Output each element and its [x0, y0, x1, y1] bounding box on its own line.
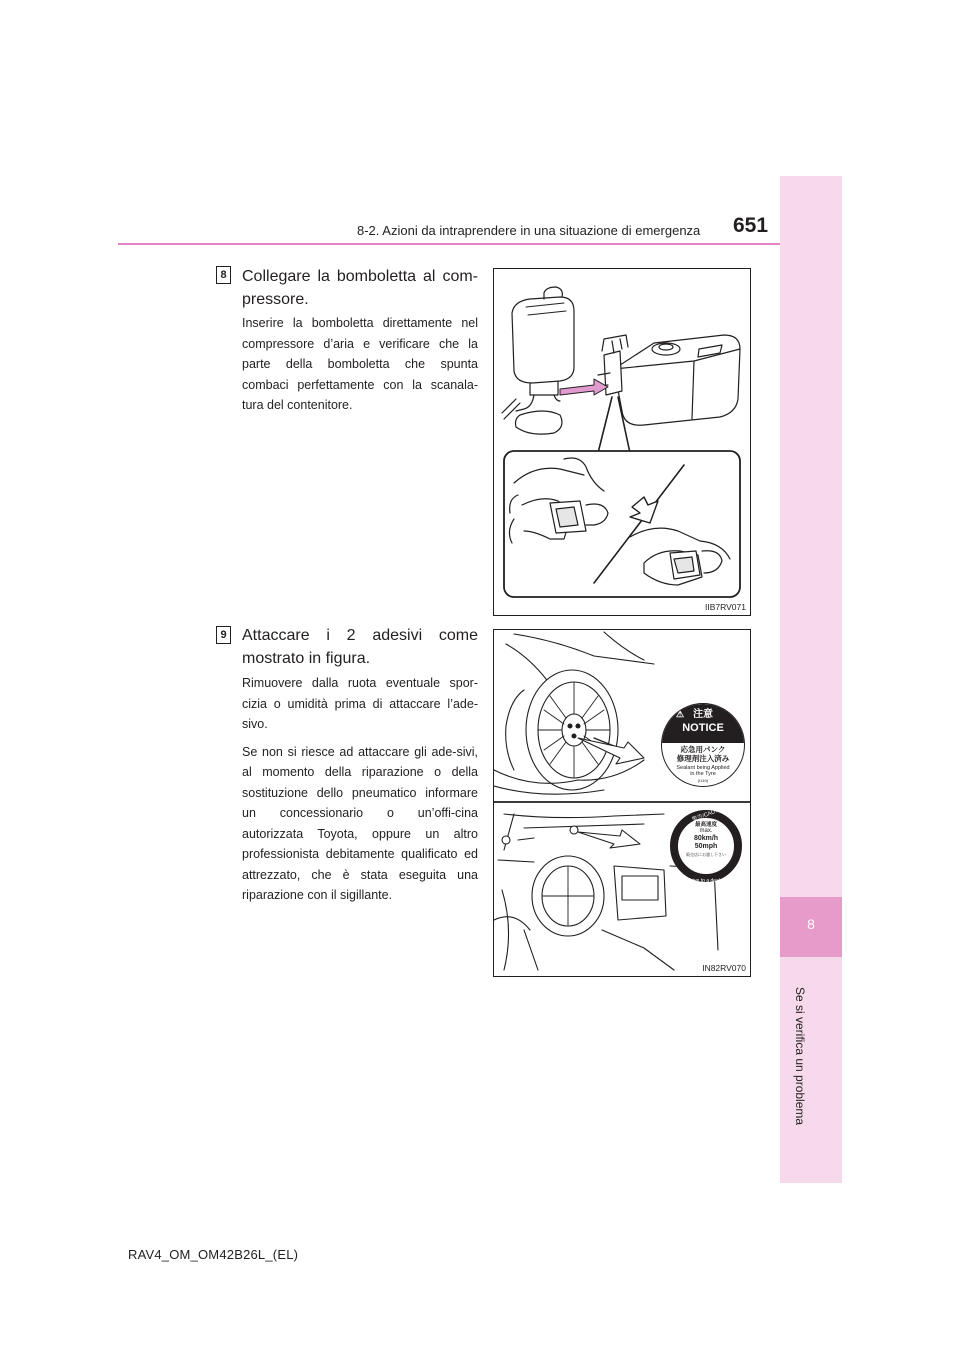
chapter-label: Se si verifica un problema	[793, 987, 807, 1126]
stickers-illustration	[494, 630, 750, 976]
caution-mph: 50mph	[694, 843, 718, 850]
figure-code: IN82RV070	[702, 963, 746, 973]
caution-warning-icon: ⚠	[671, 816, 677, 822]
document-code: RAV4_OM_OM42B26L_(EL)	[128, 1247, 299, 1262]
notice-title: NOTICE	[682, 722, 724, 734]
caution-sticker	[670, 804, 742, 884]
step-paragraph: Rimuovere dalla ruota eventuale spor-cizia o umidità prima di attaccare l’ade-sivo.	[242, 676, 478, 731]
notice-jp-line2: 修理剤注入済み	[676, 754, 730, 763]
figure-code: IIB7RV071	[705, 602, 746, 612]
step-body	[242, 313, 478, 423]
step-body	[242, 673, 478, 913]
caution-jp-dealer: 販売店にお越し下さい	[686, 852, 726, 857]
section-title: 8-2. Azioni da intraprendere in una situazione di emergenza	[357, 223, 701, 238]
chapter-label-container	[787, 987, 807, 1207]
warning-triangle-icon: ⚠	[676, 709, 685, 719]
caution-en-dealer: Drive to a dealer	[687, 878, 725, 884]
notice-en-line1: Sealant being Applied	[676, 765, 730, 771]
page-number: 651	[733, 214, 769, 237]
chapter-number: 8	[807, 916, 815, 932]
notice-jp-title: 注意	[693, 709, 713, 720]
step-paragraph: Se non si riesce ad attaccare gli ade-sivi, al momento della riparazione o della sostituzione dello pneumatico informare un concessionario o un’offi-cina autorizzata Toyota, oppure un altro professionista debitamente qualificato ed attrezzato, che è stata eseguita una riparazione con il sigillante.	[242, 744, 478, 902]
compressor-illustration	[494, 269, 750, 615]
notice-code: (I140)	[697, 778, 709, 783]
step-paragraph: Inserire la bomboletta direttamente nel compressore d’aria e verificare che la parte della bomboletta che spunta combaci perfettamente con la scanala-tura del contenitore.	[242, 316, 478, 412]
caution-max: max.	[699, 828, 713, 834]
step-number-8: 8	[216, 266, 231, 284]
step-number-9: 9	[216, 626, 231, 644]
step-title: Collegare la bomboletta al com-pressore.	[242, 268, 478, 308]
notice-sticker	[661, 703, 745, 787]
figure-compressor	[493, 268, 751, 616]
notice-en-line2: in the Tyre	[690, 771, 716, 777]
header-divider	[118, 243, 780, 245]
caution-kmh: 80km/h	[693, 835, 719, 842]
caution-ring-text: 警告/CAUTION	[691, 804, 729, 824]
notice-jp-line1: 応急用パンク	[680, 745, 726, 754]
step-title: Attaccare i 2 adesivi come mostrato in figura.	[242, 627, 478, 667]
caution-jp-speed: 最高速度	[694, 822, 717, 828]
figure-stickers	[493, 629, 751, 977]
